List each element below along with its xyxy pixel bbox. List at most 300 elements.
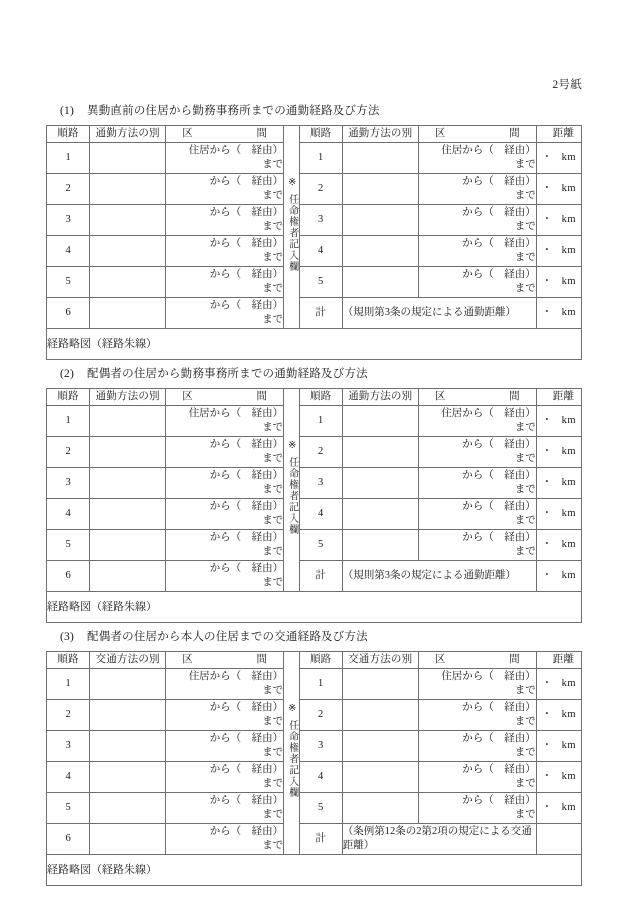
method-input-left[interactable] (90, 174, 166, 205)
span-until-text: まで (514, 422, 536, 433)
table-row (47, 437, 582, 468)
method-input-right[interactable] (342, 731, 418, 762)
span-from-text: 住居から（ 経由） (188, 408, 284, 419)
distance-dot: ・ (541, 709, 553, 721)
table-row (47, 700, 582, 731)
table-row (47, 731, 582, 762)
span-until-text: まで (514, 809, 536, 820)
section-title (60, 103, 592, 120)
route-no-right: 4 (299, 236, 342, 267)
distance-cell[interactable] (536, 700, 581, 731)
route-no-left: 6 (47, 298, 90, 329)
table-header-row (47, 652, 582, 669)
distance-dot: ・ (541, 415, 553, 427)
distance-dot: ・ (541, 740, 553, 752)
span-from-text: から（ 経由） (209, 702, 284, 713)
span-until-text: まで (262, 840, 284, 851)
span-cell[interactable] (418, 468, 536, 499)
span-from-text: 住居から（ 経由） (441, 145, 536, 156)
span-until-text: まで (262, 159, 284, 170)
span-from-text: から（ 経由） (462, 532, 536, 543)
distance-unit: km (561, 771, 577, 783)
header-span-right-left: 区 (434, 654, 446, 666)
span-from-text: から（ 経由） (462, 764, 536, 775)
appointer-entry-divider (284, 126, 299, 329)
span-from-text: から（ 経由） (209, 470, 284, 481)
method-input-right[interactable] (342, 700, 418, 731)
appointer-entry-label: 任命権者記入欄 (286, 720, 298, 799)
distance-cell[interactable] (536, 174, 581, 205)
header-distance (536, 652, 581, 669)
header-span-left-left: 区 (182, 391, 193, 403)
route-no-left: 1 (47, 669, 90, 700)
header-span-right (418, 389, 536, 406)
header-span-left-inner (166, 128, 283, 140)
total-description: （規則第3条の規定による通勤距離） (342, 561, 536, 592)
span-cell[interactable] (166, 298, 284, 329)
header-span-left-right: 間 (256, 654, 268, 666)
span-cell[interactable] (418, 669, 536, 700)
distance-unit: km (561, 678, 577, 690)
header-span-right-right: 間 (509, 391, 520, 403)
header-distance-inner (537, 391, 581, 403)
route-no-right: 2 (299, 700, 342, 731)
method-input-left[interactable] (90, 669, 166, 700)
method-input-right[interactable] (342, 236, 418, 267)
header-distance-left: 距 (552, 391, 564, 403)
table-header-row (47, 126, 582, 143)
header-distance-left: 距 (552, 128, 564, 140)
distance-dot: ・ (541, 245, 553, 257)
span-cell[interactable] (418, 205, 536, 236)
header-span-right (418, 652, 536, 669)
route-no-left: 1 (47, 143, 90, 174)
reference-mark-icon: ※ (286, 177, 298, 195)
method-input-right[interactable] (342, 762, 418, 793)
span-from-text: から（ 経由） (209, 733, 284, 744)
span-from-text: から（ 経由） (209, 300, 284, 311)
header-span-left-inner (166, 391, 283, 403)
distance-unit: km (561, 214, 577, 226)
method-input-left[interactable] (90, 530, 166, 561)
span-from-text: から（ 経由） (209, 238, 284, 249)
span-until-text: まで (514, 778, 536, 789)
span-until-text: まで (262, 515, 284, 526)
distance-cell[interactable] (536, 437, 581, 468)
method-input-left[interactable] (90, 143, 166, 174)
distance-dot: ・ (541, 446, 553, 458)
method-input-left[interactable] (90, 824, 166, 855)
table-row (47, 143, 582, 174)
table-row (47, 298, 582, 329)
distance-unit: km (561, 508, 577, 520)
span-from-text: から（ 経由） (462, 795, 536, 806)
span-cell[interactable] (166, 561, 284, 592)
appointer-entry-divider (284, 652, 299, 855)
span-until-text: まで (262, 190, 284, 201)
header-span-right-inner (419, 391, 536, 403)
header-distance (536, 389, 581, 406)
section-title (60, 366, 592, 383)
distance-dot: ・ (541, 771, 553, 783)
table-row (47, 236, 582, 267)
distance-cell[interactable] (536, 731, 581, 762)
table-row (47, 205, 582, 236)
span-cell[interactable] (418, 406, 536, 437)
header-method-left: 交通方法の別 (90, 652, 166, 669)
method-input-left[interactable] (90, 437, 166, 468)
header-span-right-inner (419, 128, 536, 140)
appointer-entry-divider (284, 389, 299, 592)
method-input-left[interactable] (90, 499, 166, 530)
header-method-left: 通勤方法の別 (90, 126, 166, 143)
span-until-text: まで (262, 546, 284, 557)
span-from-text: から（ 経由） (462, 238, 536, 249)
span-until-text: まで (514, 515, 536, 526)
route-no-left: 2 (47, 174, 90, 205)
span-from-text: から（ 経由） (209, 176, 284, 187)
table-header-row (47, 389, 582, 406)
route-no-right: 1 (299, 143, 342, 174)
reference-mark-icon: ※ (286, 440, 298, 458)
distance-dot: ・ (541, 214, 553, 226)
span-until-text: まで (262, 422, 284, 433)
distance-unit: km (561, 570, 577, 582)
route-no-right: 3 (299, 731, 342, 762)
span-from-text: から（ 経由） (462, 176, 536, 187)
header-route-no-left: 順路 (47, 126, 90, 143)
distance-unit: km (561, 276, 577, 288)
span-until-text: まで (514, 546, 536, 557)
span-until-text: まで (262, 314, 284, 325)
route-no-right: 4 (299, 762, 342, 793)
method-input-right[interactable] (342, 793, 418, 824)
distance-dot: ・ (541, 152, 553, 164)
route-no-right: 1 (299, 669, 342, 700)
route-no-left: 5 (47, 267, 90, 298)
span-from-text: から（ 経由） (209, 764, 284, 775)
table-row (47, 468, 582, 499)
route-no-left: 3 (47, 731, 90, 762)
header-distance (536, 126, 581, 143)
total-label: 計 (299, 561, 342, 592)
distance-dot: ・ (541, 539, 553, 551)
method-input-left[interactable] (90, 298, 166, 329)
distance-unit: km (561, 740, 577, 752)
span-from-text: から（ 経由） (209, 532, 284, 543)
distance-cell[interactable] (536, 530, 581, 561)
span-from-text: 住居から（ 経由） (441, 671, 536, 682)
distance-unit: km (561, 415, 577, 427)
route-no-left: 2 (47, 700, 90, 731)
distance-unit: km (561, 709, 577, 721)
route-table (46, 651, 582, 886)
route-table (46, 388, 582, 623)
route-no-right: 2 (299, 174, 342, 205)
route-no-right: 3 (299, 205, 342, 236)
header-method-right: 通勤方法の別 (342, 389, 418, 406)
method-input-right[interactable] (342, 437, 418, 468)
distance-cell[interactable] (536, 406, 581, 437)
span-from-text: から（ 経由） (209, 795, 284, 806)
span-cell[interactable] (166, 406, 284, 437)
total-description: （条例第12条の2第2項の規定による交通距離） (342, 824, 536, 855)
span-until-text: まで (514, 252, 536, 263)
header-span-left-left: 区 (182, 654, 193, 666)
distance-cell[interactable] (536, 267, 581, 298)
route-no-right: 5 (299, 530, 342, 561)
distance-cell[interactable] (536, 205, 581, 236)
span-until-text: まで (514, 484, 536, 495)
appointer-entry-vertical-text (286, 413, 297, 563)
span-cell[interactable] (418, 236, 536, 267)
span-cell[interactable] (166, 205, 284, 236)
span-until-text: まで (262, 809, 284, 820)
span-cell[interactable] (166, 143, 284, 174)
distance-dot: ・ (541, 477, 553, 489)
method-input-left[interactable] (90, 762, 166, 793)
span-from-text: から（ 経由） (462, 470, 536, 481)
distance-dot: ・ (541, 307, 553, 319)
span-cell[interactable] (166, 669, 284, 700)
route-table (46, 125, 582, 360)
form-section-2 (46, 366, 592, 623)
header-span-left-left: 区 (182, 128, 193, 140)
header-method-right: 交通方法の別 (342, 652, 418, 669)
route-no-left: 4 (47, 499, 90, 530)
method-input-right[interactable] (342, 406, 418, 437)
method-input-right[interactable] (342, 669, 418, 700)
span-until-text: まで (262, 747, 284, 758)
header-span-left-right: 間 (256, 128, 268, 140)
header-span-right (418, 126, 536, 143)
span-until-text: まで (262, 577, 284, 588)
header-span-left-right: 間 (256, 391, 268, 403)
span-cell[interactable] (166, 793, 284, 824)
route-no-left: 5 (47, 793, 90, 824)
header-route-no-left: 順路 (47, 652, 90, 669)
route-no-left: 1 (47, 406, 90, 437)
header-span-right-right: 間 (509, 128, 520, 140)
route-no-right: 5 (299, 793, 342, 824)
header-span-left (166, 652, 284, 669)
header-span-right-inner (419, 654, 536, 666)
method-input-right[interactable] (342, 468, 418, 499)
section-number: (3) (60, 631, 75, 643)
span-until-text: まで (514, 716, 536, 727)
method-input-left[interactable] (90, 236, 166, 267)
distance-unit: km (561, 539, 577, 551)
span-cell[interactable] (418, 499, 536, 530)
header-route-no-right: 順路 (299, 126, 342, 143)
span-cell[interactable] (166, 236, 284, 267)
span-from-text: から（ 経由） (462, 501, 536, 512)
method-input-right[interactable] (342, 499, 418, 530)
span-until-text: まで (514, 685, 536, 696)
span-cell[interactable] (166, 437, 284, 468)
span-cell[interactable] (166, 700, 284, 731)
method-input-left[interactable] (90, 561, 166, 592)
header-distance-right: 離 (563, 128, 575, 140)
reference-mark-icon: ※ (286, 703, 298, 721)
distance-dot: ・ (541, 802, 553, 814)
header-span-left (166, 389, 284, 406)
method-input-left[interactable] (90, 731, 166, 762)
method-input-left[interactable] (90, 267, 166, 298)
total-distance-empty[interactable] (536, 824, 581, 855)
distance-unit: km (561, 245, 577, 257)
span-cell[interactable] (418, 700, 536, 731)
span-from-text: 住居から（ 経由） (188, 145, 284, 156)
method-input-right[interactable] (342, 205, 418, 236)
span-cell[interactable] (418, 174, 536, 205)
section-title-text: 配偶者の住居から本人の住居までの交通経路及び方法 (87, 631, 368, 643)
span-from-text: から（ 経由） (462, 207, 536, 218)
method-input-right[interactable] (342, 267, 418, 298)
route-no-left: 4 (47, 236, 90, 267)
method-input-left[interactable] (90, 205, 166, 236)
distance-cell[interactable] (536, 143, 581, 174)
span-cell[interactable] (166, 499, 284, 530)
sketch-row (47, 855, 582, 886)
span-until-text: まで (262, 283, 284, 294)
span-until-text: まで (262, 716, 284, 727)
route-no-left: 3 (47, 468, 90, 499)
span-cell[interactable] (418, 530, 536, 561)
distance-unit: km (561, 477, 577, 489)
appointer-entry-vertical-text (286, 150, 297, 300)
span-cell[interactable] (418, 762, 536, 793)
span-cell[interactable] (418, 267, 536, 298)
span-from-text: から（ 経由） (209, 439, 284, 450)
span-cell[interactable] (166, 174, 284, 205)
span-until-text: まで (262, 221, 284, 232)
appointer-entry-vertical-text (286, 676, 297, 826)
method-input-right[interactable] (342, 530, 418, 561)
appointer-entry-label: 任命権者記入欄 (286, 194, 298, 273)
route-no-right: 2 (299, 437, 342, 468)
span-until-text: まで (262, 778, 284, 789)
route-no-right: 3 (299, 468, 342, 499)
method-input-left[interactable] (90, 793, 166, 824)
span-from-text: から（ 経由） (209, 501, 284, 512)
span-from-text: から（ 経由） (462, 269, 536, 280)
section-number: (2) (60, 368, 75, 380)
table-row (47, 174, 582, 205)
total-label: 計 (299, 824, 342, 855)
distance-dot: ・ (541, 570, 553, 582)
distance-cell[interactable] (536, 468, 581, 499)
distance-dot: ・ (541, 276, 553, 288)
span-from-text: から（ 経由） (462, 702, 536, 713)
span-cell[interactable] (418, 731, 536, 762)
table-row (47, 669, 582, 700)
total-label: 計 (299, 298, 342, 329)
route-sketch-area[interactable]: 経路略図（経路朱線） (47, 592, 582, 623)
method-input-right[interactable] (342, 143, 418, 174)
route-sketch-area[interactable]: 経路略図（経路朱線） (47, 329, 582, 360)
distance-unit: km (561, 183, 577, 195)
method-input-left[interactable] (90, 468, 166, 499)
header-distance-inner (537, 128, 581, 140)
method-input-right[interactable] (342, 174, 418, 205)
header-distance-right: 離 (563, 654, 575, 666)
distance-cell[interactable] (536, 793, 581, 824)
route-no-left: 3 (47, 205, 90, 236)
route-no-left: 2 (47, 437, 90, 468)
sections-container (46, 103, 592, 886)
distance-unit: km (561, 307, 577, 319)
section-number: (1) (60, 105, 75, 117)
span-until-text: まで (262, 252, 284, 263)
table-row (47, 561, 582, 592)
header-distance-left: 距 (552, 654, 564, 666)
sketch-row (47, 329, 582, 360)
distance-dot: ・ (541, 508, 553, 520)
span-cell[interactable] (166, 731, 284, 762)
span-until-text: まで (262, 685, 284, 696)
distance-unit: km (561, 152, 577, 164)
header-route-no-right: 順路 (299, 652, 342, 669)
distance-dot: ・ (541, 678, 553, 690)
distance-cell[interactable] (536, 499, 581, 530)
table-row (47, 824, 582, 855)
span-until-text: まで (262, 453, 284, 464)
span-cell[interactable] (418, 793, 536, 824)
header-distance-right: 離 (563, 391, 575, 403)
header-span-left-inner (166, 654, 283, 666)
table-row (47, 406, 582, 437)
span-until-text: まで (514, 159, 536, 170)
header-span-right-right: 間 (509, 654, 520, 666)
sheet-number: 2号紙 (552, 79, 582, 91)
header-span-right-left: 区 (434, 128, 446, 140)
route-sketch-area[interactable]: 経路略図（経路朱線） (47, 855, 582, 886)
span-cell[interactable] (418, 437, 536, 468)
span-until-text: まで (262, 484, 284, 495)
header-method-right: 通勤方法の別 (342, 126, 418, 143)
distance-cell[interactable] (536, 298, 581, 329)
span-cell[interactable] (166, 468, 284, 499)
distance-cell[interactable] (536, 561, 581, 592)
span-from-text: から（ 経由） (209, 563, 284, 574)
span-from-text: から（ 経由） (462, 733, 536, 744)
total-description: （規則第3条の規定による通勤距離） (342, 298, 536, 329)
distance-cell[interactable] (536, 762, 581, 793)
form-section-3 (46, 629, 592, 886)
header-method-left: 通勤方法の別 (90, 389, 166, 406)
form-section-1 (46, 103, 592, 360)
route-no-left: 5 (47, 530, 90, 561)
span-until-text: まで (514, 190, 536, 201)
method-input-left[interactable] (90, 700, 166, 731)
header-route-no-left: 順路 (47, 389, 90, 406)
span-cell[interactable] (166, 762, 284, 793)
method-input-left[interactable] (90, 406, 166, 437)
span-cell[interactable] (166, 267, 284, 298)
span-cell[interactable] (166, 824, 284, 855)
span-until-text: まで (514, 747, 536, 758)
distance-cell[interactable] (536, 236, 581, 267)
span-cell[interactable] (166, 530, 284, 561)
header-distance-inner (537, 654, 581, 666)
distance-cell[interactable] (536, 669, 581, 700)
header-span-right-left: 区 (434, 391, 446, 403)
distance-dot: ・ (541, 183, 553, 195)
table-row (47, 793, 582, 824)
span-from-text: 住居から（ 経由） (441, 408, 536, 419)
span-cell[interactable] (418, 143, 536, 174)
